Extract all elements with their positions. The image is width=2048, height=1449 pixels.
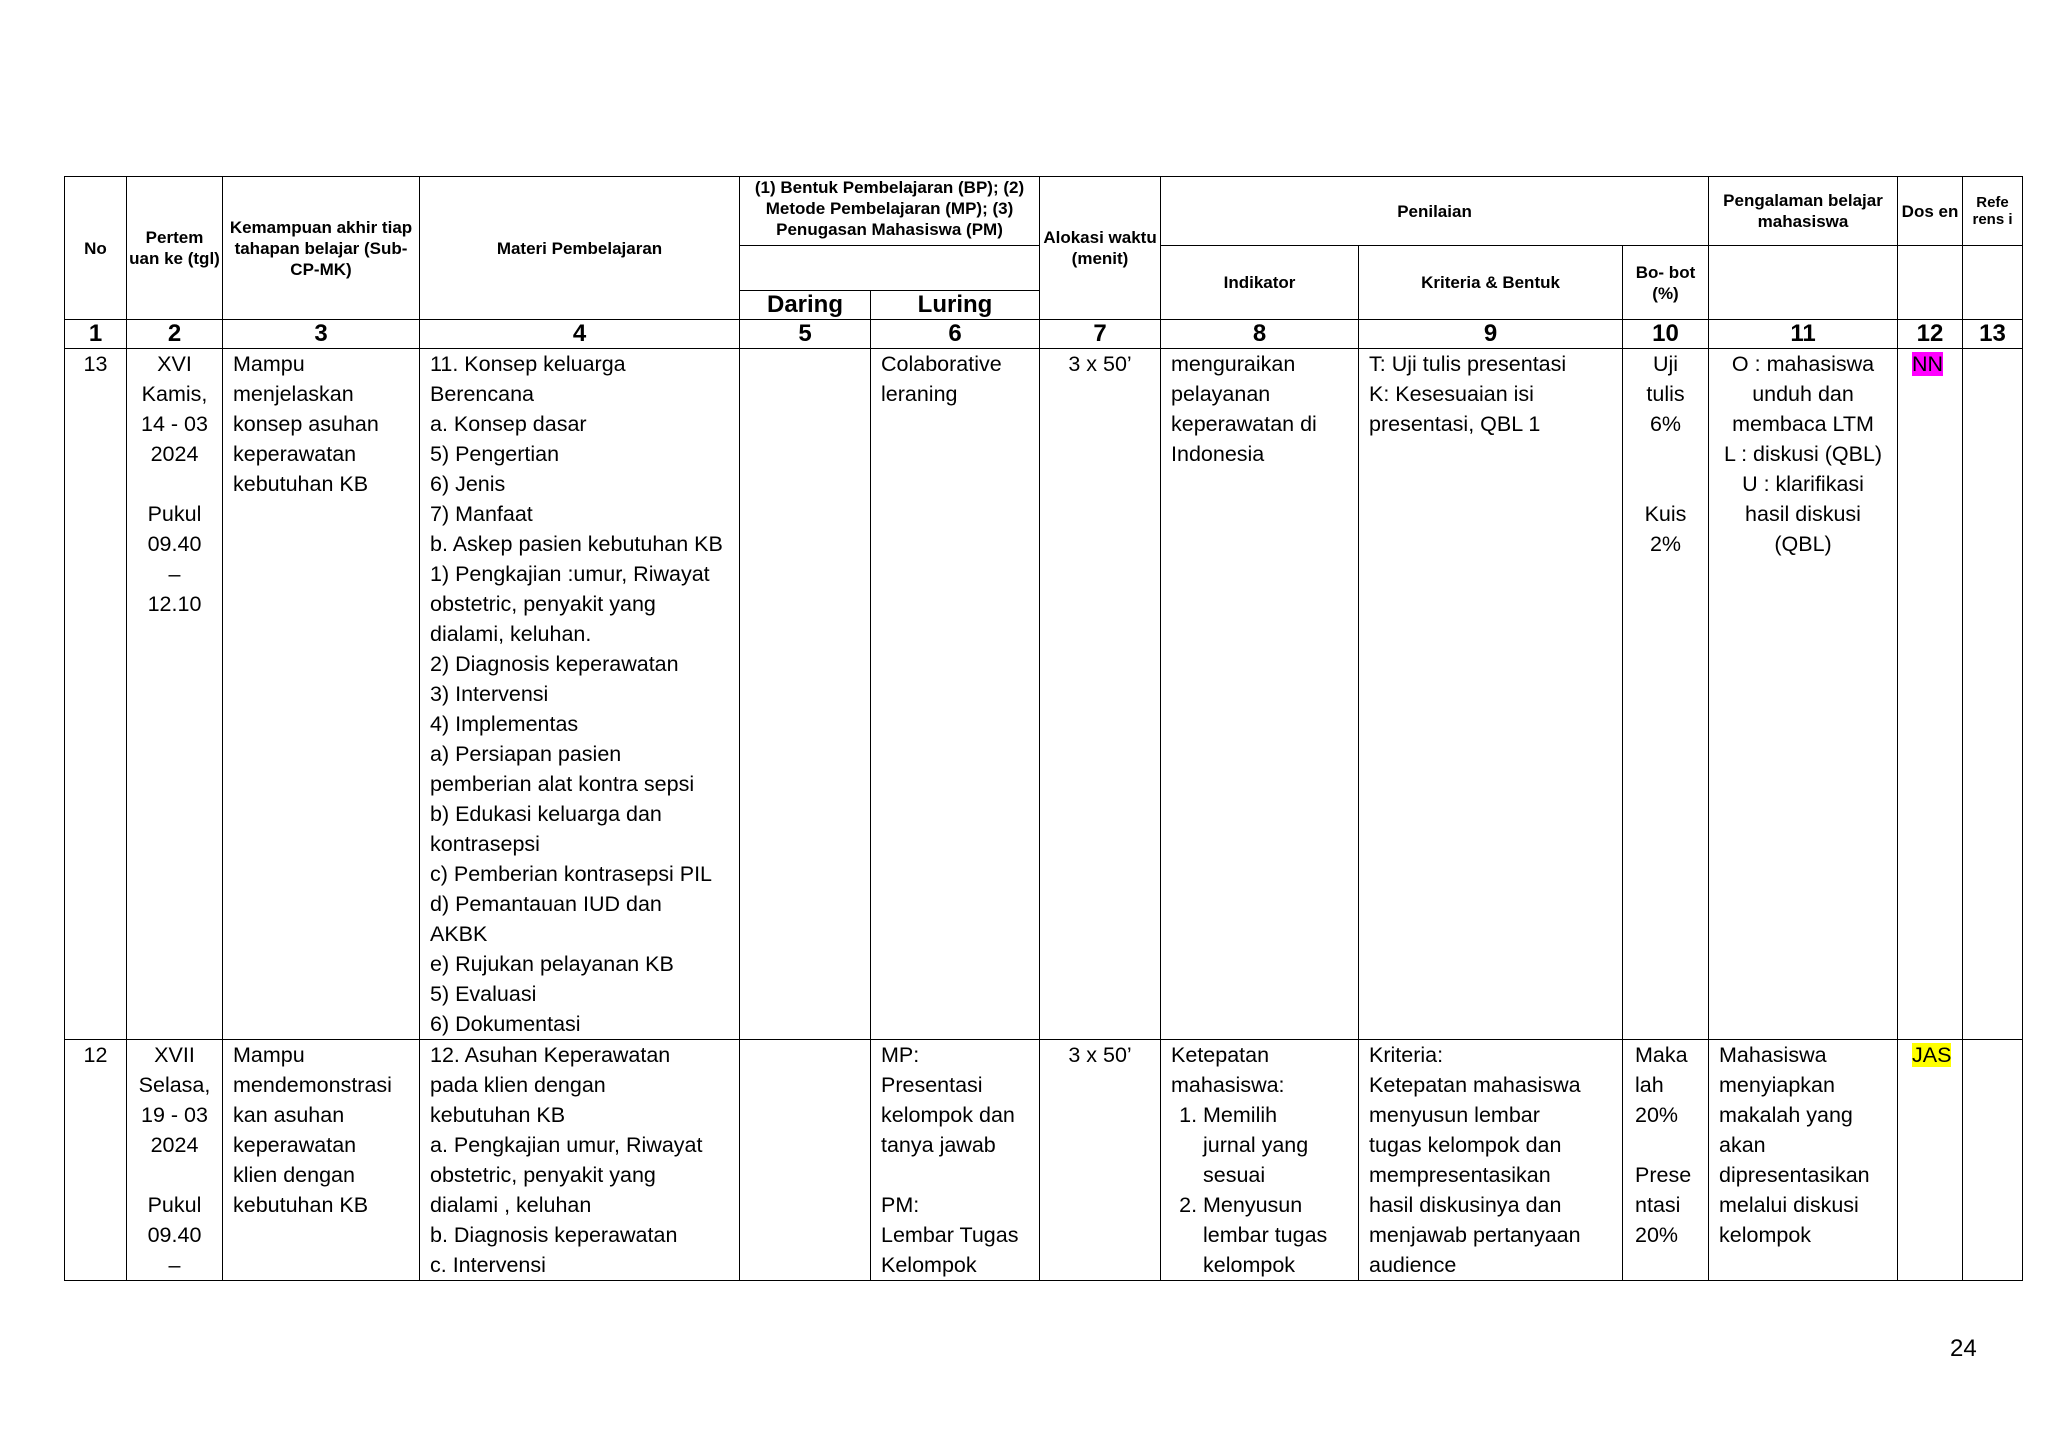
text-line: 5) Pengertian bbox=[430, 442, 560, 466]
header-referensi: Refe rens i bbox=[1963, 177, 2023, 246]
blank-line bbox=[127, 1160, 222, 1190]
header-dosen: Dos en bbox=[1898, 177, 1963, 246]
cell-alokasi: 3 x 50’ bbox=[1040, 1040, 1161, 1281]
text-line: unduh dan bbox=[1752, 382, 1854, 406]
cell-indikator bbox=[1161, 349, 1359, 1040]
text-line: (QBL) bbox=[1774, 532, 1832, 556]
text-line: tulis bbox=[1646, 382, 1685, 406]
text-line: Colaborative bbox=[881, 352, 1002, 376]
text-line: Kelompok bbox=[881, 1253, 977, 1277]
cell-referensi bbox=[1963, 349, 2023, 1040]
text-line: dialami, keluhan. bbox=[430, 622, 592, 646]
text-line: obstetric, penyakit yang bbox=[430, 592, 656, 616]
text-line: Mampu bbox=[233, 352, 305, 376]
table-row bbox=[65, 1040, 2023, 1281]
text-line: Selasa, bbox=[138, 1073, 211, 1097]
header-penilaian: Penilaian bbox=[1161, 177, 1709, 246]
text-line: pemberian alat kontra sepsi bbox=[430, 772, 695, 796]
text-line: Lembar Tugas bbox=[881, 1223, 1019, 1247]
text-line: O : mahasiswa bbox=[1731, 352, 1875, 376]
blank-line bbox=[1623, 439, 1708, 469]
text-line: b. Askep pasien kebutuhan KB bbox=[430, 532, 723, 556]
text-line: b. Diagnosis keperawatan bbox=[430, 1223, 678, 1247]
cell-daring bbox=[740, 349, 871, 1040]
text-line: 11. Konsep keluarga bbox=[430, 352, 626, 376]
cell-kemampuan bbox=[223, 349, 420, 1040]
text-line: Maka bbox=[1635, 1043, 1688, 1067]
col-number: 6 bbox=[871, 320, 1040, 349]
text-line: – bbox=[168, 562, 181, 586]
text-line: b) Edukasi keluarga dan bbox=[430, 802, 662, 826]
header-pengalaman-blank bbox=[1709, 246, 1898, 320]
text-line: lah bbox=[1635, 1073, 1664, 1097]
blank-line bbox=[881, 1160, 1029, 1190]
text-line: tanya jawab bbox=[881, 1133, 996, 1157]
text-line: 2024 bbox=[150, 1133, 199, 1157]
text-line: kelompok dan bbox=[881, 1103, 1015, 1127]
col-number: 3 bbox=[223, 320, 420, 349]
text-line: Kriteria: bbox=[1369, 1043, 1444, 1067]
header-indikator: Indikator bbox=[1161, 246, 1359, 320]
cell-kriteria bbox=[1359, 1040, 1623, 1281]
cell-no: 12 bbox=[65, 1040, 127, 1281]
table-row bbox=[65, 349, 2023, 1040]
text-line: menjawab pertanyaan bbox=[1369, 1223, 1581, 1247]
header-bentuk-spacer bbox=[740, 246, 1040, 291]
text-line: Ketepatan mahasiswa bbox=[1369, 1073, 1581, 1097]
text-line: a. Pengkajian umur, Riwayat bbox=[430, 1133, 703, 1157]
cell-dosen bbox=[1898, 349, 1963, 1040]
text-line: akan bbox=[1719, 1133, 1766, 1157]
text-line: dialami , keluhan bbox=[430, 1193, 592, 1217]
text-line: 2) Diagnosis keperawatan bbox=[430, 652, 679, 676]
cell-bobot bbox=[1623, 1040, 1709, 1281]
page-number: 24 bbox=[1950, 1335, 1977, 1362]
cell-indikator bbox=[1161, 1040, 1359, 1281]
header-dosen-blank bbox=[1898, 246, 1963, 320]
text-line: 7) Manfaat bbox=[430, 502, 533, 526]
blank-line bbox=[1635, 1130, 1708, 1160]
text-line: hasil diskusinya dan bbox=[1369, 1193, 1562, 1217]
header-materi: Materi Pembelajaran bbox=[420, 177, 740, 320]
text-line: Uji bbox=[1652, 352, 1679, 376]
cell-alokasi: 3 x 50’ bbox=[1040, 349, 1161, 1040]
indikator-list bbox=[1171, 1100, 1348, 1280]
text-line: 20% bbox=[1635, 1103, 1679, 1127]
indikator-item bbox=[1203, 1190, 1348, 1280]
text-line: 14 - 03 bbox=[141, 412, 208, 436]
text-line: T: Uji tulis presentasi bbox=[1369, 352, 1567, 376]
dosen-badge: NN bbox=[1912, 352, 1944, 376]
col-number: 1 bbox=[65, 320, 127, 349]
text-line: Presentasi bbox=[881, 1073, 983, 1097]
text-line: melalui diskusi bbox=[1719, 1193, 1859, 1217]
text-line: 20% bbox=[1635, 1223, 1679, 1247]
text-line: kelompok bbox=[1203, 1253, 1296, 1277]
text-line: Mampu bbox=[233, 1043, 305, 1067]
text-line: Mahasiswa bbox=[1719, 1043, 1827, 1067]
text-line: leraning bbox=[881, 382, 958, 406]
header-pengalaman: Pengalaman belajar mahasiswa bbox=[1709, 177, 1898, 246]
text-line: Pukul bbox=[147, 1193, 202, 1217]
text-line: mempresentasikan bbox=[1369, 1163, 1551, 1187]
text-line: c. Intervensi bbox=[430, 1253, 546, 1277]
text-line: 4) Implementas bbox=[430, 712, 579, 736]
text-line: 6) Jenis bbox=[430, 472, 506, 496]
col-number: 11 bbox=[1709, 320, 1898, 349]
text-line: 6% bbox=[1649, 412, 1682, 436]
header-kemampuan: Kemampuan akhir tiap tahapan belajar (Sub-CP-MK) bbox=[223, 177, 420, 320]
text-line: 09.40 bbox=[147, 532, 202, 556]
col-number: 5 bbox=[740, 320, 871, 349]
text-line: hasil diskusi bbox=[1745, 502, 1861, 526]
text-line: a) Persiapan pasien bbox=[430, 742, 622, 766]
cell-no: 13 bbox=[65, 349, 127, 1040]
text-line: menjelaskan bbox=[233, 382, 354, 406]
text-line: kelompok bbox=[1719, 1223, 1812, 1247]
text-line: XVI bbox=[157, 352, 192, 376]
col-number: 10 bbox=[1623, 320, 1709, 349]
text-line: Indonesia bbox=[1171, 442, 1265, 466]
cell-daring bbox=[740, 1040, 871, 1281]
text-line: Prese bbox=[1635, 1163, 1692, 1187]
text-line: 2% bbox=[1649, 532, 1682, 556]
text-line: d) Pemantauan IUD dan bbox=[430, 892, 662, 916]
text-line: K: Kesesuaian isi bbox=[1369, 382, 1534, 406]
text-line: 6) Dokumentasi bbox=[430, 1012, 581, 1036]
cell-pengalaman bbox=[1709, 1040, 1898, 1281]
text-line: Ketepatan bbox=[1171, 1043, 1270, 1067]
header-daring: Daring bbox=[740, 291, 871, 320]
text-line: mendemonstrasi bbox=[233, 1073, 392, 1097]
header-luring: Luring bbox=[871, 291, 1040, 320]
header-referensi-blank bbox=[1963, 246, 2023, 320]
text-line: mahasiswa: bbox=[1171, 1073, 1285, 1097]
text-line: 2024 bbox=[150, 442, 199, 466]
text-line: kebutuhan KB bbox=[233, 1193, 369, 1217]
text-line: ntasi bbox=[1635, 1193, 1681, 1217]
cell-luring bbox=[871, 1040, 1040, 1281]
header-alokasi: Alokasi waktu (menit) bbox=[1040, 177, 1161, 320]
cell-referensi bbox=[1963, 1040, 2023, 1281]
text-line: XVII bbox=[154, 1043, 195, 1067]
text-line: jurnal yang bbox=[1203, 1133, 1309, 1157]
col-number: 12 bbox=[1898, 320, 1963, 349]
col-number: 8 bbox=[1161, 320, 1359, 349]
text-line: sesuai bbox=[1203, 1163, 1266, 1187]
text-line: makalah yang bbox=[1719, 1103, 1853, 1127]
col-number: 7 bbox=[1040, 320, 1161, 349]
text-line: 1. Memilih bbox=[1203, 1103, 1278, 1127]
blank-line bbox=[127, 469, 222, 499]
text-line: 19 - 03 bbox=[141, 1103, 208, 1127]
cell-pertemuan bbox=[127, 1040, 223, 1281]
text-line: – bbox=[168, 1253, 181, 1277]
text-line: tugas kelompok dan bbox=[1369, 1133, 1562, 1157]
text-line: Pukul bbox=[147, 502, 202, 526]
header-no: No bbox=[65, 177, 127, 320]
text-line: audience bbox=[1369, 1253, 1457, 1277]
text-line: dipresentasikan bbox=[1719, 1163, 1870, 1187]
cell-kemampuan bbox=[223, 1040, 420, 1281]
col-number: 4 bbox=[420, 320, 740, 349]
text-line: 1) Pengkajian :umur, Riwayat bbox=[430, 562, 710, 586]
text-line: 3) Intervensi bbox=[430, 682, 549, 706]
indikator-item bbox=[1203, 1100, 1348, 1190]
text-line: menguraikan bbox=[1171, 352, 1296, 376]
text-line: keperawatan bbox=[233, 1133, 357, 1157]
text-line: kan asuhan bbox=[233, 1103, 345, 1127]
text-line: L : diskusi (QBL) bbox=[1723, 442, 1883, 466]
cell-dosen bbox=[1898, 1040, 1963, 1281]
col-number: 2 bbox=[127, 320, 223, 349]
text-line: 2. Menyusun bbox=[1203, 1193, 1303, 1217]
text-line: 09.40 bbox=[147, 1223, 202, 1247]
rps-table bbox=[64, 176, 2023, 1281]
cell-luring bbox=[871, 349, 1040, 1040]
header-bentuk: (1) Bentuk Pembelajaran (BP); (2) Metode Pembelajaran (MP); (3) Penugasan Mahasiswa (PM) bbox=[740, 177, 1040, 246]
text-line: Berencana bbox=[430, 382, 534, 406]
cell-materi bbox=[420, 349, 740, 1040]
blank-line bbox=[1623, 469, 1708, 499]
cell-pertemuan bbox=[127, 349, 223, 1040]
indikator-intro bbox=[1171, 1040, 1348, 1100]
text-line: pada klien dengan bbox=[430, 1073, 606, 1097]
text-line: lembar tugas bbox=[1203, 1223, 1328, 1247]
text-line: obstetric, penyakit yang bbox=[430, 1163, 656, 1187]
text-line: MP: bbox=[881, 1043, 920, 1067]
text-line: klien dengan bbox=[233, 1163, 355, 1187]
text-line: c) Pemberian kontrasepsi PIL bbox=[430, 862, 713, 886]
text-line: Kamis, bbox=[141, 382, 208, 406]
cell-bobot bbox=[1623, 349, 1709, 1040]
text-line: e) Rujukan pelayanan KB bbox=[430, 952, 674, 976]
cell-pengalaman bbox=[1709, 349, 1898, 1040]
text-line: konsep asuhan bbox=[233, 412, 379, 436]
text-line: menyiapkan bbox=[1719, 1073, 1835, 1097]
cell-materi bbox=[420, 1040, 740, 1281]
text-line: presentasi, QBL 1 bbox=[1369, 412, 1541, 436]
text-line: menyusun lembar bbox=[1369, 1103, 1540, 1127]
text-line: PM: bbox=[881, 1193, 920, 1217]
cell-kriteria bbox=[1359, 349, 1623, 1040]
text-line: kontrasepsi bbox=[430, 832, 540, 856]
header-pertemuan: Pertem uan ke (tgl) bbox=[127, 177, 223, 320]
text-line: AKBK bbox=[430, 922, 488, 946]
header-kriteria: Kriteria & Bentuk bbox=[1359, 246, 1623, 320]
text-line: 12.10 bbox=[147, 592, 202, 616]
text-line: 5) Evaluasi bbox=[430, 982, 537, 1006]
text-line: a. Konsep dasar bbox=[430, 412, 587, 436]
text-line: keperawatan di bbox=[1171, 412, 1317, 436]
text-line: 12. Asuhan Keperawatan bbox=[430, 1043, 671, 1067]
dosen-badge: JAS bbox=[1912, 1043, 1952, 1067]
text-line: membaca LTM bbox=[1732, 412, 1874, 436]
col-number: 9 bbox=[1359, 320, 1623, 349]
text-line: Kuis bbox=[1644, 502, 1687, 526]
text-line: pelayanan bbox=[1171, 382, 1271, 406]
text-line: keperawatan bbox=[233, 442, 357, 466]
text-line: kebutuhan KB bbox=[430, 1103, 566, 1127]
col-number: 13 bbox=[1963, 320, 2023, 349]
text-line: kebutuhan KB bbox=[233, 472, 369, 496]
text-line: U : klarifikasi bbox=[1742, 472, 1864, 496]
header-bobot: Bo- bot (%) bbox=[1623, 246, 1709, 320]
